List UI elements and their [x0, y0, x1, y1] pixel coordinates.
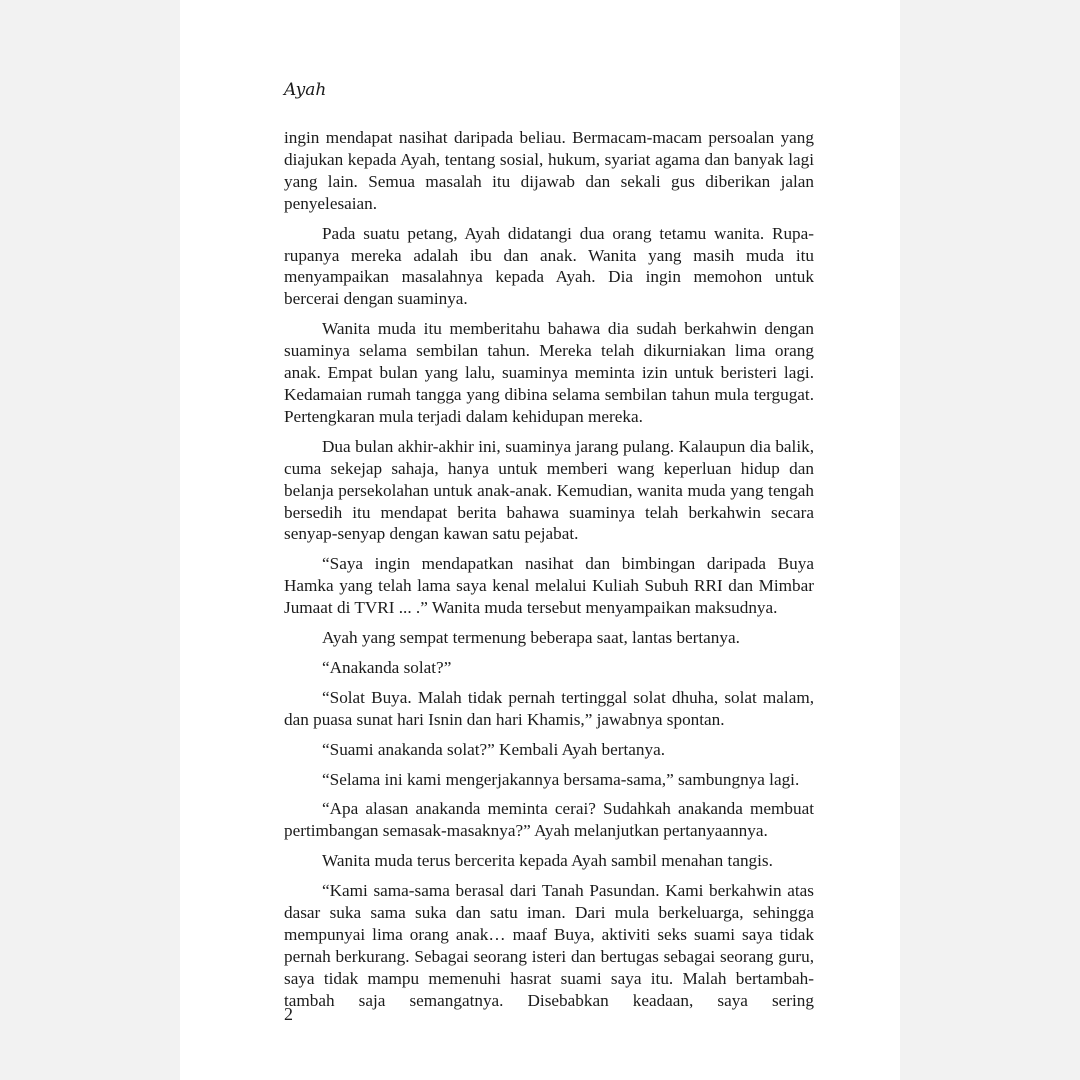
paragraph: ingin mendapat nasihat daripada beliau. Bermacam-macam persoalan yang diajukan kepada Ayah, tentang sosial, hukum, syariat agama dan banyak lagi yang lain. Semua masalah itu dijawab dan sekali gus diberikan jalan penyelesaian. [284, 128, 814, 213]
paragraph: “Saya ingin mendapatkan nasihat dan bimbingan daripada Buya Hamka yang telah lama saya kenal melalui Kuliah Subuh RRI dan Mimbar Jumaat di TVRI ... .” Wanita muda tersebut menyampaikan maksudnya. [284, 554, 814, 618]
paragraph: “Selama ini kami mengerjakannya bersama-sama,” sambungnya lagi. [322, 769, 800, 789]
book-page [180, 0, 900, 1080]
paragraph: “Anakanda solat?” [322, 657, 452, 677]
paragraph: Dua bulan akhir-akhir ini, suaminya jarang pulang. Kalaupun dia balik, cuma sekejap sahaja, hanya untuk memberi wang keperluan hidup dan belanja persekolahan untuk anak-anak. Kemudian, wanita muda yang tengah bersedih itu mendapat berita bahawa suaminya telah berkahwin secara senyap-senyap dengan kawan satu pejabat. [284, 436, 814, 544]
paragraph: Wanita muda itu memberitahu bahawa dia sudah berkahwin dengan suaminya selama sembilan tahun. Mereka telah dikurniakan lima orang anak. Empat bulan yang lalu, suaminya meminta izin untuk beristeri lagi. Kedamaian rumah tangga yang dibina selama sembilan tahun mula tergugat. Pertengkaran mula terjadi dalam kehidupan mereka. [284, 319, 814, 426]
page-number: 2 [284, 1004, 293, 1024]
paragraph: “Solat Buya. Malah tidak pernah tertinggal solat dhuha, solat malam, dan puasa sunat hari Isnin dan hari Khamis,” jawabnya spontan. [284, 687, 814, 729]
paragraph: “Apa alasan anakanda meminta cerai? Sudahkah anakanda membuat pertimbangan semasak-masaknya?” Ayah melanjutkan pertanyaannya. [284, 799, 814, 841]
body-text [284, 127, 814, 1020]
paragraph: “Kami sama-sama berasal dari Tanah Pasundan. Kami berkahwin atas dasar suka sama suka dan satu iman. Dari mula berkeluarga, sehingga mempunyai lima orang anak… maaf Buya, aktiviti seks suami saya tidak pernah berkurang. Sebagai seorang isteri dan bertugas sebagai seorang guru, saya tidak mampu memenuhi hasrat suami saya itu. Malah bertambah-tambah saja semangatnya. Disebabkan keadaan, saya sering [284, 881, 814, 1010]
paragraph: “Suami anakanda solat?” Kembali Ayah bertanya. [322, 739, 665, 759]
paragraph: Wanita muda terus bercerita kepada Ayah sambil menahan tangis. [322, 851, 773, 871]
paragraph: Pada suatu petang, Ayah didatangi dua orang tetamu wanita. Rupa-rupanya mereka adalah ibu dan anak. Wanita yang masih muda itu menyampaikan masalahnya kepada Ayah. Dia ingin memohon untuk bercerai dengan suaminya. [284, 223, 814, 309]
running-head: Ayah [284, 80, 327, 100]
paragraph: Ayah yang sempat termenung beberapa saat, lantas bertanya. [322, 628, 740, 648]
